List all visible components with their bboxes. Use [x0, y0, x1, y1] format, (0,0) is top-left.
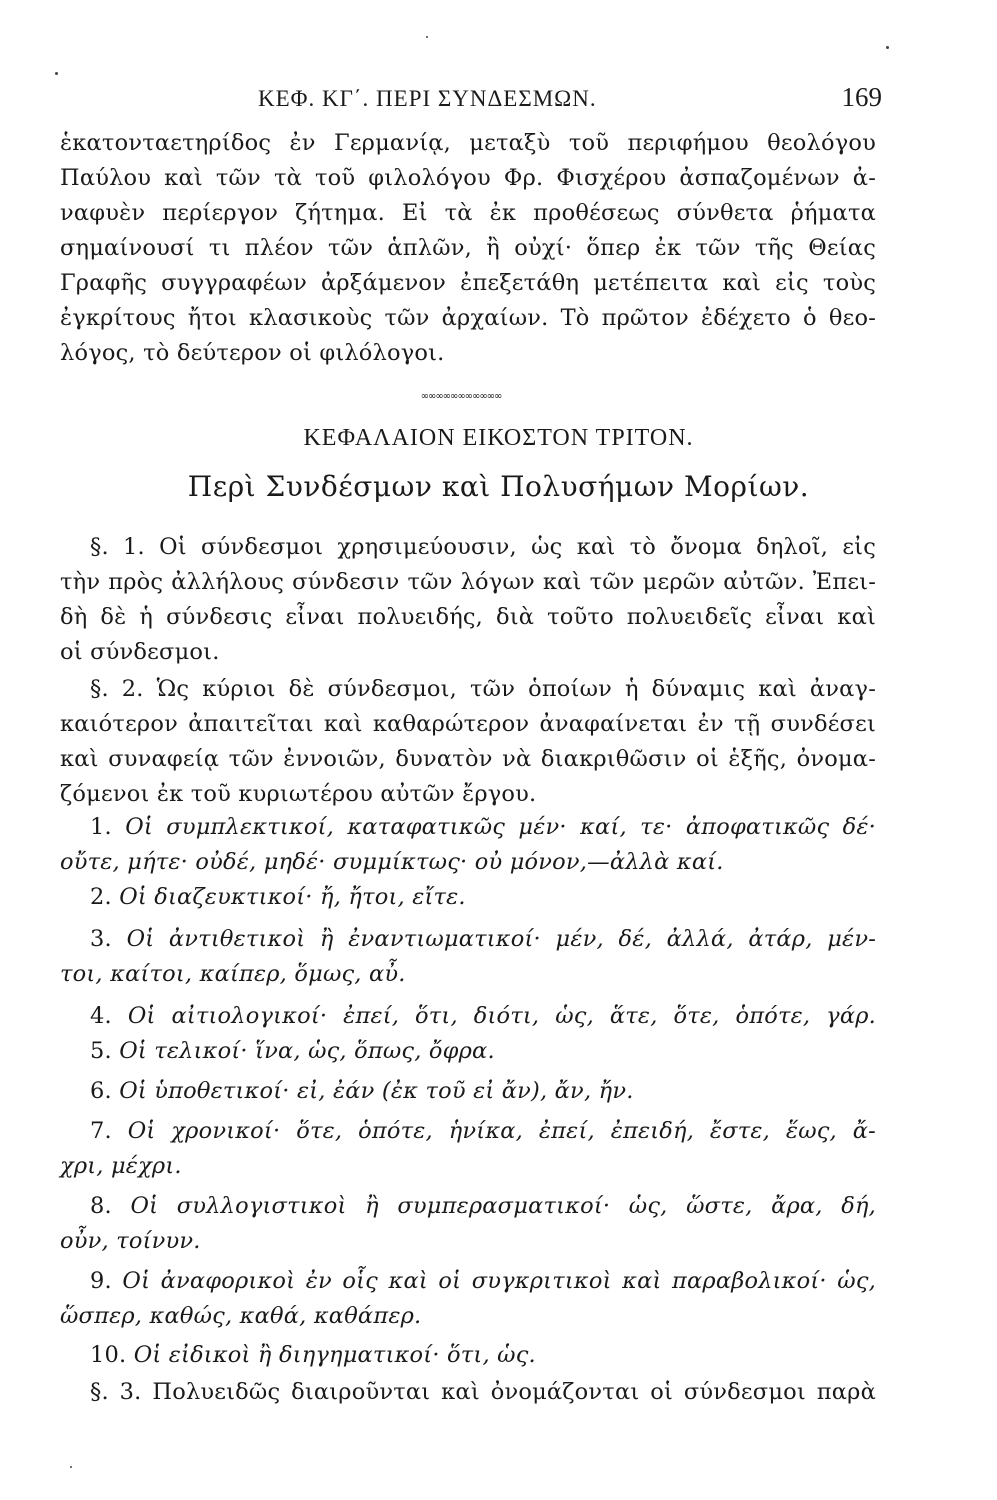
text-line: Παύλου καὶ τῶν τὰ τοῦ φιλολόγου Φρ. Φισχέρου ἀσπαζομένων ἀ-	[60, 165, 876, 191]
list-text: Οἱ συμπλεκτικοί, καταφατικῶς μέν· καί, τε· ἀποφατικῶς δέ·	[125, 814, 877, 840]
list-text: Οἱ ὑποθετικοί· εἰ, ἐάν (ἐκ τοῦ εἰ ἄν), ἄν, ἤν.	[119, 1078, 634, 1104]
list-text: οὖν, τοίνυν.	[60, 1228, 201, 1254]
list-number: 8.	[90, 1193, 112, 1219]
text-line: ζόμενοι ἐκ τοῦ κυριωτέρου αὐτῶν ἔργου.	[60, 781, 537, 807]
list-text: οὔτε, μήτε· οὐδέ, μηδέ· συμμίκτως· οὐ μόνον,—ἀλλὰ καί.	[60, 849, 724, 875]
chapter-title: ΚΕΦΑΛΑΙΟΝ ΕΙΚΟΣΤΟΝ ΤΡΙΤΟΝ.	[303, 425, 694, 451]
text-line: ἑκατονταετηρίδος ἐν Γερμανίᾳ, μεταξὺ τοῦ περιφήμου θεολόγου	[60, 130, 876, 156]
list-item	[60, 922, 876, 956]
text-line: λόγος, τὸ δεύτερον οἱ φιλόλογοι.	[60, 340, 445, 366]
text-line: §. 3. Πολυειδῶς διαιροῦνται καὶ ὀνομάζονται οἱ σύνδεσμοι παρὰ	[90, 1379, 876, 1405]
list-number: 7.	[90, 1118, 112, 1144]
list-text: Οἱ ἀναφορικοὶ ἐν οἷς καὶ οἱ συγκριτικοὶ καὶ παραβολικοί· ὡς,	[122, 1268, 876, 1294]
list-text: Οἱ συλλογιστικοὶ ἢ συμπερασματικοί· ὡς, ὥστε, ἄρα, δή,	[130, 1193, 877, 1219]
text-line: οἱ σύνδεσμοι.	[60, 639, 220, 665]
page-number: 169	[841, 82, 882, 112]
list-number: 4.	[90, 1003, 112, 1029]
list-number: 2.	[90, 884, 112, 910]
speck	[426, 36, 428, 38]
list-number: 9.	[90, 1268, 112, 1294]
page-header	[60, 82, 880, 122]
text-line: §. 1. Οἱ σύνδεσμοι χρησιμεύουσιν, ὡς καὶ τὸ ὄνομα δηλοῖ, εἰς	[90, 534, 876, 560]
list-number: 1.	[90, 814, 112, 840]
list-number: 3.	[90, 926, 112, 952]
list-text: Οἱ ἀντιθετικοὶ ἢ ἐναντιωματικοί· μέν, δέ, ἀλλά, ἀτάρ, μέν-	[126, 926, 877, 952]
list-text: Οἱ τελικοί· ἵνα, ὡς, ὅπως, ὄφρα.	[119, 1038, 495, 1064]
list-text: Οἱ εἰδικοὶ ἢ διηγηματικοί· ὅτι, ὡς.	[133, 1342, 536, 1368]
list-item	[60, 1224, 876, 1258]
list-number: 6.	[90, 1078, 112, 1104]
speck	[55, 72, 58, 75]
list-item	[60, 1264, 876, 1298]
list-item	[60, 1149, 876, 1183]
list-item	[60, 1299, 876, 1333]
text-line: δὴ δὲ ἡ σύνδεσις εἶναι πολυειδής, διὰ τοῦτο πολυειδεῖς εἶναι καὶ	[60, 604, 876, 630]
speck	[886, 46, 889, 49]
list-item	[60, 845, 876, 879]
text-line: ἐγκρίτους ἤτοι κλασικοὺς τῶν ἀρχαίων. Τὸ πρῶτον ἐδέχετο ὁ θεο-	[60, 305, 876, 331]
section-ornament: ∞∞∞∞∞∞∞∞∞∞∞	[420, 391, 502, 402]
list-number: 5.	[90, 1038, 112, 1064]
text-line: καὶ συναφείᾳ τῶν ἐννοιῶν, δυνατὸν νὰ διακριθῶσιν οἱ ἑξῆς, ὀνομα-	[60, 746, 876, 772]
list-number: 10.	[90, 1342, 127, 1368]
text-line: ναφυὲν περίεργον ζήτημα. Εἰ τὰ ἐκ προθέσεως σύνθετα ῥήματα	[60, 200, 876, 226]
list-text: Οἱ χρονικοί· ὅτε, ὁπότε, ἡνίκα, ἐπεί, ἐπειδή, ἔστε, ἕως, ἄ-	[127, 1118, 876, 1144]
list-item	[60, 1338, 876, 1372]
list-item	[60, 1189, 876, 1223]
list-item	[60, 957, 876, 991]
list-item	[60, 999, 876, 1033]
list-text: Οἱ αἰτιολογικοί· ἐπεί, ὅτι, διότι, ὡς, ἅτε, ὅτε, ὁπότε, γάρ.	[127, 1003, 876, 1029]
speck	[70, 1466, 72, 1468]
list-item	[60, 810, 876, 844]
text-line: σημαίνουσί τι πλέον τῶν ἁπλῶν, ἢ οὐχί· ὅπερ ἐκ τῶν τῆς Θείας	[60, 235, 876, 261]
list-item	[60, 1074, 876, 1108]
list-text: τοι, καίτοι, καίπερ, ὅμως, αὖ.	[60, 961, 406, 987]
list-item	[60, 1114, 876, 1148]
chapter-subtitle: Περὶ Συνδέσμων καὶ Πολυσήμων Μορίων.	[187, 470, 810, 503]
text-line: καιότερον ἀπαιτεῖται καὶ καθαρώτερον ἀναφαίνεται ἐν τῇ συνδέσει	[60, 711, 876, 737]
list-item	[60, 880, 876, 914]
list-text: χρι, μέχρι.	[60, 1153, 182, 1179]
list-text: ὥσπερ, καθώς, καθά, καθάπερ.	[60, 1303, 422, 1329]
list-text: Οἱ διαζευκτικοί· ἤ, ἤτοι, εἴτε.	[119, 884, 466, 910]
running-head: ΚΕΦ. ΚΓ΄. ΠΕΡΙ ΣΥΝΔΕΣΜΩΝ.	[258, 86, 597, 111]
text-line: τὴν πρὸς ἀλλήλους σύνδεσιν τῶν λόγων καὶ τῶν μερῶν αὐτῶν. Ἐπει-	[60, 569, 876, 595]
list-item	[60, 1034, 876, 1068]
text-line: Γραφῆς συγγραφέων ἀρξάμενον ἐπεξετάθη μετέπειτα καὶ εἰς τοὺς	[60, 270, 876, 296]
text-line: §. 2. Ὡς κύριοι δὲ σύνδεσμοι, τῶν ὁποίων ἡ δύναμις καὶ ἀναγ-	[90, 676, 876, 702]
